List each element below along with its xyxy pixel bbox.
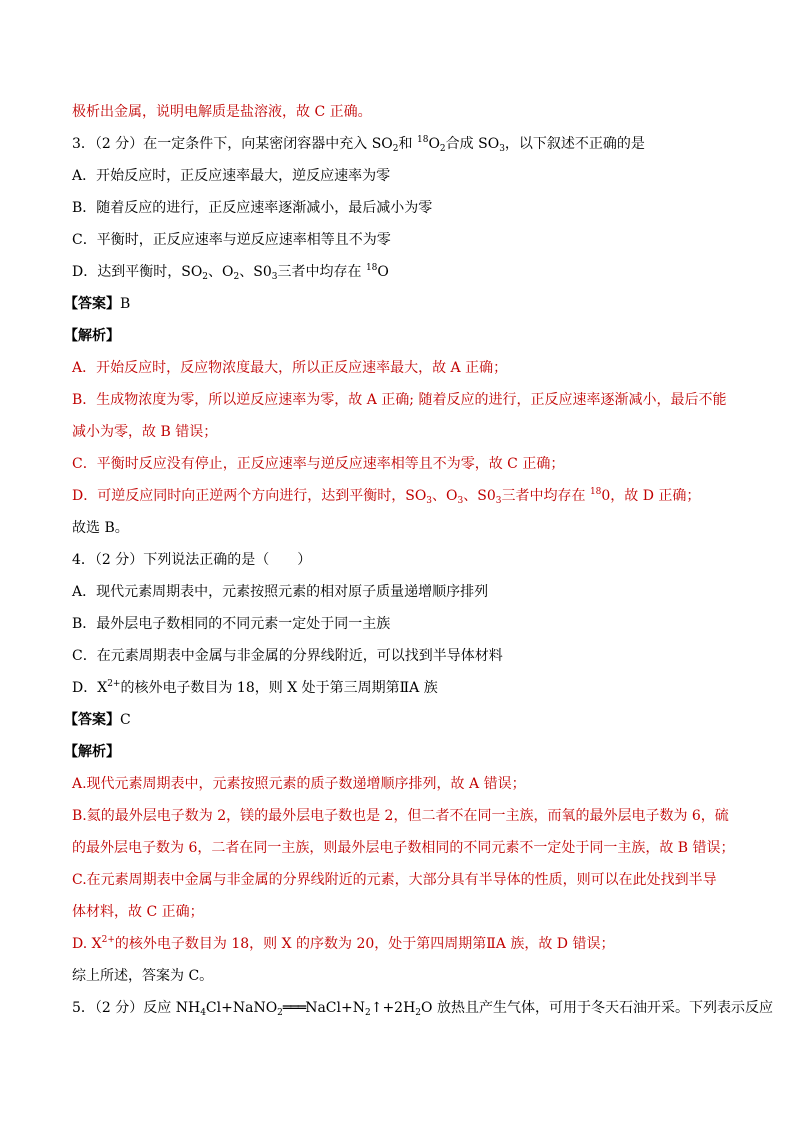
- prev-analysis-line: 极析出金属，说明电解质是盐溶液，故 C 正确。: [72, 104, 372, 120]
- q4-analysis-b-2: 的最外层电子数为 6，二者在同一主族，则最外层电子数相同的不同元素不一定处于同一主族，故 B 错误；: [72, 840, 735, 856]
- q4-option-b: B．最外层电子数相同的不同元素一定处于同一主族: [72, 616, 391, 632]
- q3-option-b: B．随着反应的进行，正反应速率逐渐减小，最后减小为零: [72, 200, 433, 216]
- q3-analysis-a: A．开始反应时，反应物浓度最大，所以正反应速率最大，故 A 正确；: [72, 360, 508, 376]
- q4-conclusion: 综上所述，答案为 C。: [72, 968, 214, 984]
- answer-label: 【答案】: [64, 296, 120, 312]
- q3-option-c: C．平衡时，正反应速率与逆反应速率相等且不为零: [72, 232, 391, 248]
- q3-stem: 3．（2 分）在一定条件下，向某密闭容器中充入 $SO_2$和 $^{18}O_2$合成 $SO_3$，以下叙述不正确的是: [72, 135, 645, 154]
- q3-conclusion: 故选 B。: [72, 520, 129, 536]
- q5-stem: 5．（2 分）反应 $NH_4Cl+NaNO_2═══NaCl+N_2↑+2H_2O$ 放热且产生气体，可用于冬天石油开采。下列表示反应: [72, 1000, 773, 1018]
- q3-answer: [64, 294, 738, 314]
- q3-analysis-d: D．可逆反应同时向正逆两个方向进行，达到平衡时，$SO_3$、$O_3$、$S0_3$三者中均存在 $^{18}$0，故 D 正确；: [72, 487, 701, 506]
- q4-analysis-c-1: C.在元素周期表中金属与非金属的分界线附近的元素，大部分具有半导体的性质，则可以在此处找到半导: [72, 872, 717, 888]
- q4-option-a: A．现代元素周期表中，元素按照元素的相对原子质量递增顺序排列: [72, 584, 489, 600]
- q3-analysis-label: 【解析】: [64, 328, 120, 344]
- q3-option-d: D．达到平衡时，$SO_2$、$O_2$、$S0_3$三者中均存在 $^{18}$O: [72, 263, 389, 282]
- q4-option-c: C．在元素周期表中金属与非金属的分界线附近，可以找到半导体材料: [72, 648, 503, 664]
- answer-label: 【答案】: [64, 712, 120, 728]
- q4-answer: [64, 710, 738, 730]
- q3-analysis-b-1: B．生成物浓度为零，所以逆反应速率为零，故 A 正确; 随着反应的进行，正反应速率逐渐减小，最后不能: [72, 392, 727, 408]
- q3-analysis-b-2: 减小为零，故 B 错误；: [72, 424, 218, 440]
- q3-analysis-c: C．平衡时反应没有停止，正反应速率与逆反应速率相等且不为零，故 C 正确；: [72, 456, 565, 472]
- q4-stem: 4．（2 分）下列说法正确的是（ ）: [72, 552, 312, 568]
- q4-analysis-b-1: B.氦的最外层电子数为 2，镁的最外层电子数也是 2，但二者不在同一主族，而氧的最外层电子数为 6，硫: [72, 808, 729, 824]
- q4-analysis-a: A.现代元素周期表中，元素按照元素的质子数递增顺序排列，故 A 错误；: [72, 776, 526, 792]
- answer-value: B: [120, 296, 131, 312]
- answer-value: C: [120, 712, 131, 728]
- q4-option-d: D．$X^{2+}$的核外电子数目为 18，则 X 处于第三周期第ⅡA 族: [72, 679, 438, 696]
- q4-analysis-d: D. $X^{2+}$的核外电子数目为 18，则 X 的序数为 20，处于第四周期第ⅡA 族，故 D 错误；: [72, 935, 615, 952]
- q4-analysis-label: 【解析】: [64, 744, 120, 760]
- q4-analysis-c-2: 体材料，故 C 正确；: [72, 904, 204, 920]
- q3-option-a: A．开始反应时，正反应速率最大，逆反应速率为零: [72, 168, 391, 184]
- reaction-arrow: ═══: [282, 1000, 306, 1016]
